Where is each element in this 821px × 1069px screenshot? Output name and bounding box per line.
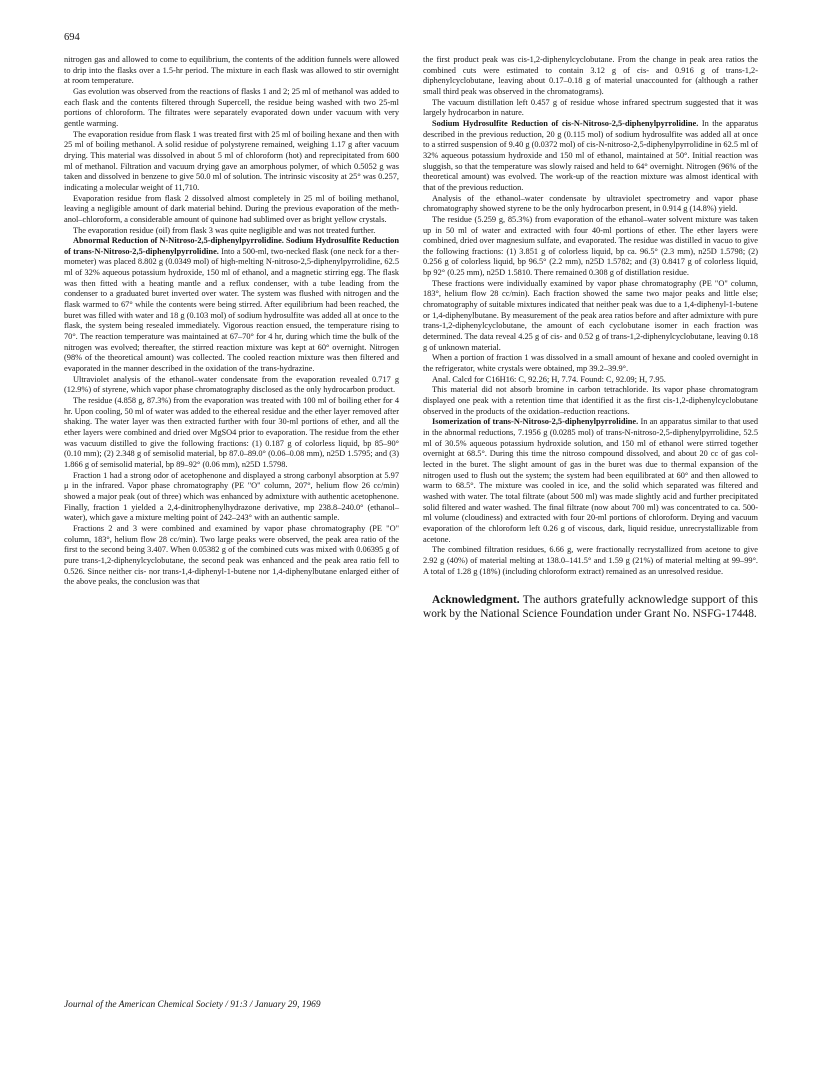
acknowledgment-heading: Acknowledgment. <box>432 594 520 607</box>
acknowledgment <box>423 594 758 621</box>
paragraph-text: In the apparatus described in the previous reduction, 20 g (0.115 mol) of sodium hydrosulfite was added all at once to a stirred suspension of 9.40 g (0.0372 mol) of cis-N-nitroso-2,5-diphenylpyrrolidine in 62.5 ml of 32% aqueous potassium hydroxide and 150 ml of ethanol, maintained at 50°. Initial reaction was sluggish, so that the temperature was slowly raised and held to 64° overnight. Nitrogen (96% of the theoretical amount) was evolved. The work-up of the reaction mixture was almost identical with that of the previous reduction. <box>423 118 758 192</box>
journal-footer: Journal of the American Chemical Society / 91:3 / January 29, 1969 <box>64 1000 321 1010</box>
paragraph-text: The residue (5.259 g, 85.3%) from evaporation of the ethanol–water solvent mixture was taken up in 50 ml of water and extracted with four 40-ml portions of ether. The ether layers were combined, dried over magnesium sulfate, and evaporated. The residue was distilled in vacuo to give the following fractions: (1) 3.851 g of colorless liquid, bp ca. 96.5° (2.3 mm), n25D 1.5798; (2) 0.256 g of colorless liquid, bp 96.5° (2.2 mm), n25D 1.5782; and (3) 0.8417 g of colorless liquid, bp 92° (0.25 mm), n25D 1.5810. There remained 0.308 g of distillation residue. <box>423 214 758 278</box>
paragraph <box>64 396 399 471</box>
paragraph-text: When a portion of fraction 1 was dissolved in a small amount of hexane and cooled overnight in the refrigerator, white crystals were obtained, mp 39.2–39.9°. <box>423 353 758 374</box>
paragraph-text: Into a 500-ml, two-necked flask (one neck for a thermometer) was placed 8.802 g (0.0349 mol) of high-melting N-nitroso-2,5-diphenylpyrrolidine, 62.5 ml of 32% aqueous potassium hydroxide, 150 ml of ethanol, and a magnetic stirring egg. The flask was then fitted with a heating mantle and a reflux condenser, with a tube leading from the condenser to a graduated buret inverted over water. The system was flushed with nitrogen and the flask warmed to 67° while the contents were being stirred. After equilibrium had been reached, the buret was filled with water and 18 g (0.103 mol) of sodium hydrosulfite was added all at once to the flask, the system being resealed immediately. Vigorous reaction ensued, the temperature rising to 70°. The reaction temperature was maintained at 67–70° for 4 hr, during which time the bulk of the nitrogen was evolved; thereafter, the stirred reaction mixture was kept at 60° overnight. Nitrogen (98% of the theoretical amount) was collected. The cooled reaction mixture was then filtered and evaporated in the manner described in the oxidation of the trans-hydrazine. <box>64 246 399 374</box>
paragraph <box>423 375 758 386</box>
section-heading: Abnormal Reduction of N-Nitroso-2,5-diphenylpyrrolidine. Sodium Hydrosulfite Reduction of trans-N-Nitroso-2,5-diphenylpyrrolidine. <box>64 236 399 256</box>
left-column <box>64 55 399 588</box>
paragraph-text: Evaporation residue from flask 2 dissolved almost completely in 25 ml of boiling methanol, leaving a negligible amount of dark material behind. During the previous evaporation of the methanol–chloroform, a considerable amount of quinone had sublimed over as bright yellow crystals. <box>64 193 399 224</box>
paragraph <box>64 87 399 130</box>
paragraph <box>423 417 758 545</box>
paragraph <box>64 375 399 396</box>
paragraph <box>423 279 758 354</box>
paragraph-text: Gas evolution was observed from the reactions of flasks 1 and 2; 25 ml of methanol was added to each flask and the contents filtered through Supercell, the residue being washed with two 25-ml portions of chloroform. The filtrates were separately evaporated down under vacuum with very gentle warming. <box>64 86 399 128</box>
paragraph-text: The evaporation residue from flask 1 was treated first with 25 ml of boiling hexane and then with 25 ml of boiling methanol. A solid residue of polystyrene remained, weighing 1.17 g after vacuum drying. This material was dissolved in about 5 ml of chloroform (hot) and reprecipitated from 600 ml of methanol. Filtration and vacuum drying gave an amorphous polymer, of which 0.5052 g was taken and dissolved in benzene to give 50.0 ml of solution. The intrinsic viscosity at 25° was 0.257, indicating a molecular weight of 11,710. <box>64 129 399 192</box>
paragraph-text: The residue (4.858 g, 87.3%) from the evaporation was treated with 100 ml of boiling ether for 4 hr. Upon cooling, 50 ml of water was added to the ethereal residue and the ether layer removed after shaking. The water layer was then extracted further with four 30-ml portions of ether, and all the ether layers were combined and dried over MgSO4 prior to evaporation. The residue from the ether was vacuum distilled to give the following fractions: (1) 0.187 g of colorless liquid, bp 85–90° (0.10 mm); (2) 2.348 g of semisolid material, bp 87.0–89.0° (0.06–0.08 mm), n25D 1.5795; and (3) 1.866 g of semisolid material, bp 89–92° (0.06 mm), n25D 1.5798. <box>64 396 399 469</box>
paragraph-text: This material did not absorb bromine in carbon tetrachloride. Its vapor phase chromatogram displayed one peak with a retention time that identified it as the first cis-1,2-diphenylcyclobutane observed in the products of the oxidation–reduction reactions. <box>423 385 758 416</box>
paragraph <box>423 385 758 417</box>
paragraph <box>64 524 399 588</box>
paragraph-text: Fraction 1 had a strong odor of acetophenone and displayed a strong carbonyl absorption at 5.97 μ in the infrared. Vapor phase chromatography (PE "O" column, 207°, helium flow 26 cc/min) showed a major peak (out of three) which was enhanced by admixture with authentic acetophenone. Finally, fraction 1 yielded a 2,4-dinitrophenylhydrazone derivative, mp 238.8–240.0° (ethanol–water), which gave a mixture melting point of 242–243° with an authentic sample. <box>64 470 399 523</box>
paragraph <box>423 119 758 194</box>
paragraph <box>423 215 758 279</box>
paragraph <box>423 55 758 98</box>
paragraph-text: In an apparatus similar to that used in the abnormal reductions, 7.1956 g (0.0285 mol) of trans-N-nitroso-2,5-diphenylpyrrolidine, 52.5 ml of 30.5% aqueous potassium hydroxide solution, and 150 ml of ethanol were stirred together overnight at 68.5°. During this time the nitroso compound dissolved, and about 20 cc of gas collected in the buret. The slight amount of gas in the buret was due to thermal expansion of the nitrogen used to flush out the system; the system had been equilibrated at 60° and then allowed to warm to 68.5°. The mixture was cooled in ice, and the solid which separated was filtered and washed with water. The total filtrate (about 500 ml) was made slightly acid and further precipitated solid filtered and water washed. The final filtrate (now about 700 ml) was concentrated to ca. 500-ml volume (cloudiness) and extracted with four 20-ml portions of chloroform. Drying and vacuum evaporation of the chloroform left 0.26 g of viscous, dark, liquid residue, unrecrystallizable from acetone. <box>423 417 758 544</box>
paragraph <box>64 226 399 237</box>
section-heading: Sodium Hydrosulfite Reduction of cis-N-Nitroso-2,5-diphenylpyrrolidine. <box>432 118 699 128</box>
paragraph <box>423 353 758 374</box>
paragraph <box>423 545 758 577</box>
paragraph-text: Anal. Calcd for C16H16: C, 92.26; H, 7.74. Found: C, 92.09; H, 7.95. <box>432 374 666 384</box>
paragraph-text: Fractions 2 and 3 were combined and examined by vapor phase chromatography (PE "O" column, 183°, helium flow 28 cc/min). Two large peaks were observed, the peak area ratio of the first to the second being 3.407. When 0.05382 g of the combined cuts was mixed with 0.06395 g of pure trans-1,2-diphenylcyclobutane, the second peak was enhanced and the peak area ratio fell to 0.526. Since neither cis- nor trans-1,4-diphenyl-1-butene nor 1,4-diphenylbutane enlarged either of the above peaks, the conclusion was that <box>64 523 399 587</box>
paragraph <box>64 55 399 87</box>
right-column <box>423 55 758 621</box>
paragraph-text: nitrogen gas and allowed to come to equilibrium, the contents of the addition funnels were allowed to drip into the flasks over a 1.5-hr period. The mixture in each flask was allowed to stir overnight at room temperature. <box>64 55 399 86</box>
paragraph-text: These fractions were individually examined by vapor phase chromatography (PE "O" column, 183°, helium flow 28 cc/min). Each fraction showed the same two major peaks and little else; chromatography of suitable mixtures indicated that neither peak was due to a 1,4-diphenyl-1-butene or 1,4-diphenylbutane. By measurement of the peak area ratios before and after admixture with pure trans-1,2-diphenylcyclobutane, the amount of each cyclobutane isomer in each fraction was determined. The data reveal 4.25 g of cis- and 0.52 g of trans-1,2-diphenylcyclobutane, leaving 0.18 g of unknown material. <box>423 278 758 352</box>
page-number: 694 <box>64 32 80 43</box>
paragraph <box>64 130 399 194</box>
paragraph <box>64 471 399 524</box>
paragraph <box>423 194 758 215</box>
paragraph-text: Analysis of the ethanol–water condensate by ultraviolet spectrometry and vapor phase chromatography showed styrene to be the only hydrocarbon present, in 0.914 g (14.8%) yield. <box>423 193 758 214</box>
paragraph-text: the first product peak was cis-1,2-diphenylcyclobutane. From the change in peak area ratios the combined cuts were estimated to contain 3.12 g of cis- and 0.916 g of trans-1,2-diphenylcyclobutane, leaving about 0.17–0.18 g of material unaccounted for (although a rather small third peak was observed in the chromatograms). <box>423 55 758 96</box>
right-column-body <box>423 55 758 577</box>
paragraph-text: The evaporation residue (oil) from flask 3 was quite negligible and was not treated further. <box>73 225 376 235</box>
paragraph <box>64 236 399 375</box>
section-heading: Isomerization of trans-N-Nitroso-2,5-diphenylpyrrolidine. <box>432 417 639 427</box>
paragraph-text: Ultraviolet analysis of the ethanol–water condensate from the evaporation revealed 0.717 g (12.9%) of styrene, which vapor phase chromatography disclosed as the only hydrocarbon product. <box>64 374 399 395</box>
paragraph-text: The vacuum distillation left 0.457 g of residue whose infrared spectrum suggested that it was largely hydrocarbon in nature. <box>423 97 758 118</box>
paragraph <box>64 194 399 226</box>
acknowledgment-text: The authors gratefully acknowledge support of this work by the National Science Foundation under Grant No. NSFG-17448. <box>423 594 758 620</box>
paragraph <box>423 98 758 119</box>
paragraph-text: The combined filtration residues, 6.66 g, were fractionally recrystallized from acetone to give 2.92 g (40%) of material melting at 138.0–141.5° and 1.59 g (21%) of material melting at 99–99°. A total of 1.28 g (18%) (including chloroform extract) remained as an unresolved residue. <box>423 545 758 576</box>
